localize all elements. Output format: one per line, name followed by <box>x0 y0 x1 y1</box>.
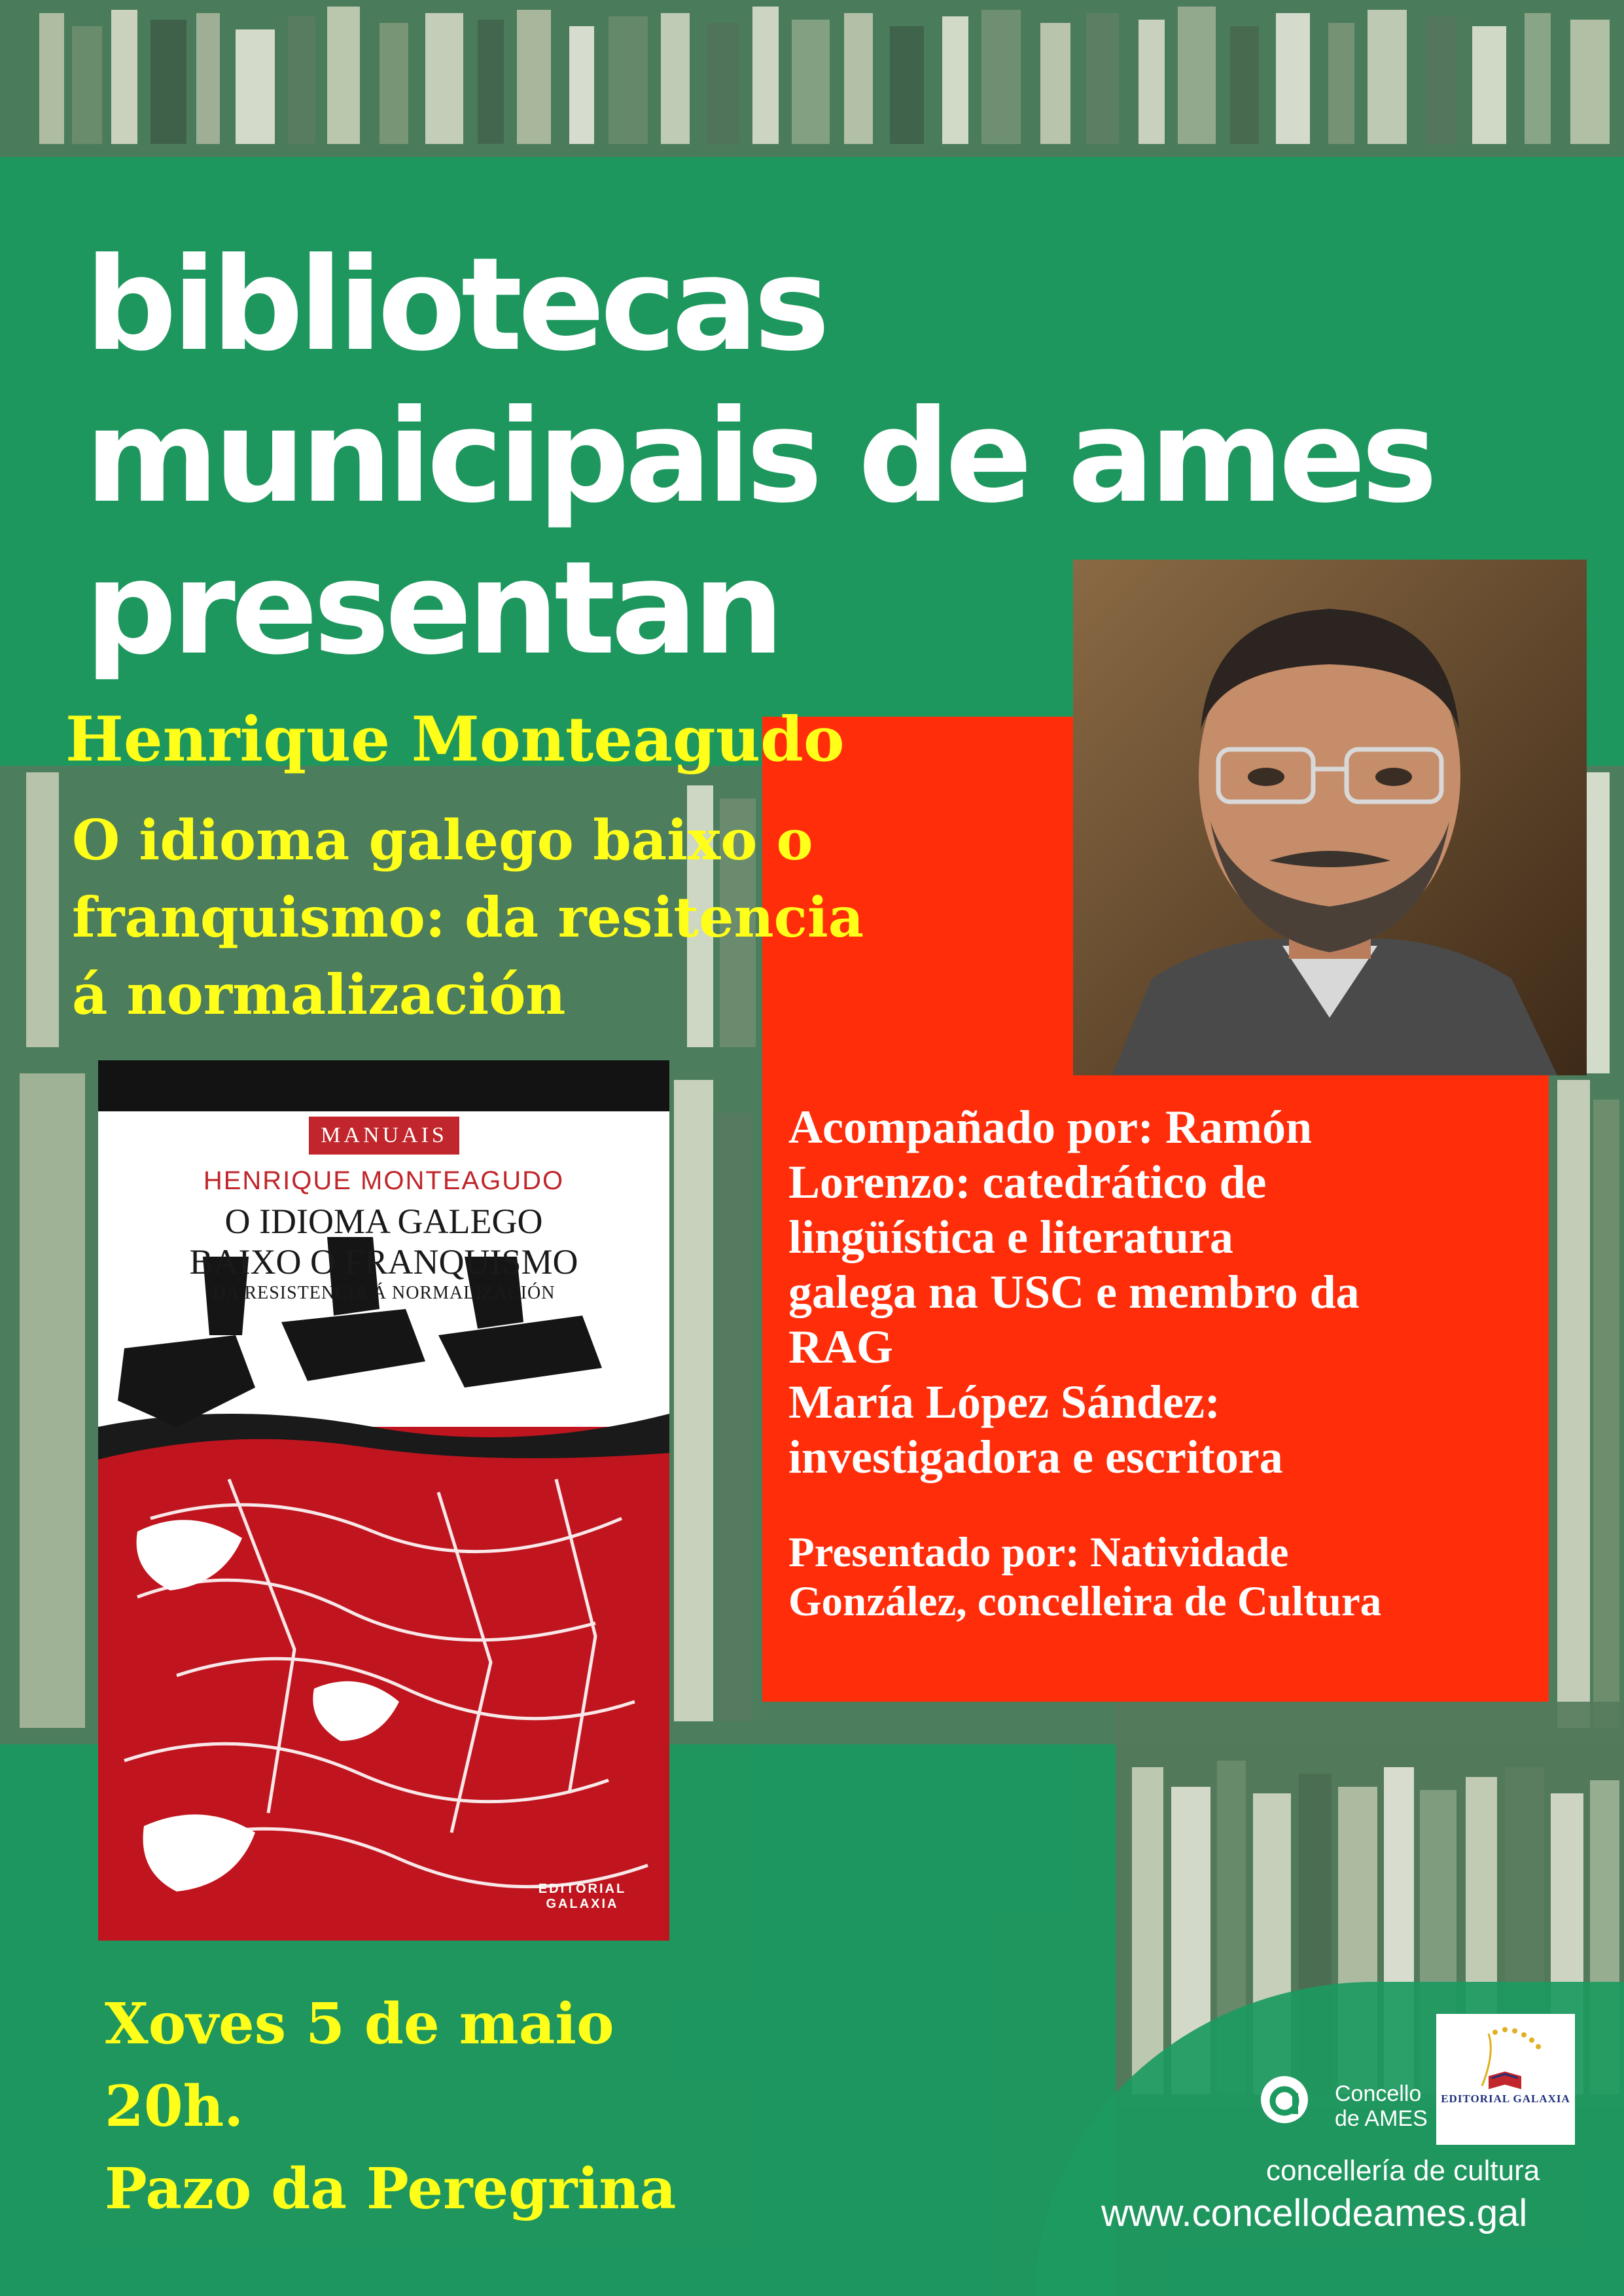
book-title-line-2: franquismo: da resitencia <box>72 885 864 950</box>
cover-title-line-1: O IDIOMA GALEGO <box>224 1202 543 1241</box>
headline-line-1: bibliotecas <box>85 230 826 380</box>
companions-line-4: galega na USC e membro da <box>788 1266 1360 1318</box>
website-url: www.concellodeames.gal <box>1101 2192 1528 2234</box>
presenter-line-2: González, concelleira de Cultura <box>788 1578 1382 1625</box>
book-cover <box>98 1060 669 1941</box>
companions-line-3: lingüística e literatura <box>788 1211 1233 1263</box>
presenter-line-1: Presentado por: Natividade <box>788 1529 1289 1576</box>
cover-top-band <box>98 1060 669 1111</box>
event-venue: Pazo da Peregrina <box>105 2156 677 2222</box>
concello-ames-logo-icon <box>1260 2075 1309 2125</box>
galaxia-logo-text: EDITORIAL GALAXIA <box>1441 2092 1570 2105</box>
companions-line-6: María López Sández: <box>788 1376 1220 1428</box>
cover-title <box>98 1201 669 1282</box>
companions-line-2: Lorenzo: catedrático de <box>788 1156 1267 1208</box>
cover-series-label: MANUAIS <box>309 1117 459 1155</box>
speaker-portrait-image <box>1073 560 1587 1075</box>
companions-text <box>788 1100 1541 1484</box>
headline-line-3: presentan <box>85 534 780 683</box>
event-date: Xoves 5 de maio <box>105 1991 614 2057</box>
companions-line-1: Acompañado por: Ramón <box>788 1101 1313 1153</box>
galaxia-emblem-icon <box>1436 2014 1575 2145</box>
book-title-line-1: O idioma galego baixo o <box>72 808 813 872</box>
cover-publisher: EDITORIAL GALAXIA <box>538 1882 627 1911</box>
headline-line-2: municipais de ames <box>85 382 1434 531</box>
event-time: 20h. <box>105 2073 244 2140</box>
event-details <box>105 1983 676 2231</box>
author-name: Henrique Monteagudo <box>65 704 845 776</box>
presenter-text <box>788 1528 1541 1626</box>
cover-author: HENRIQUE MONTEAGUDO <box>203 1166 565 1195</box>
cover-subtitle: DA RESISTENCIA Á NORMALIZACIÓN <box>212 1283 556 1303</box>
editorial-galaxia-logo <box>1436 2014 1575 2145</box>
companions-line-7: investigadora e escritora <box>788 1431 1283 1483</box>
department-label: concellería de cultura <box>1266 2155 1540 2187</box>
concello-ames-logo-text <box>1335 2081 1428 2131</box>
ames-line-2: de AMES <box>1335 2106 1428 2131</box>
book-title-line-3: á normalización <box>72 962 566 1027</box>
book-title <box>72 802 864 1033</box>
cover-title-line-2: BAIXO O FRANQUISMO <box>189 1242 578 1282</box>
companions-line-5: RAG <box>788 1321 893 1373</box>
ames-line-1: Concello <box>1335 2081 1422 2106</box>
speaker-photo <box>1073 560 1587 1075</box>
